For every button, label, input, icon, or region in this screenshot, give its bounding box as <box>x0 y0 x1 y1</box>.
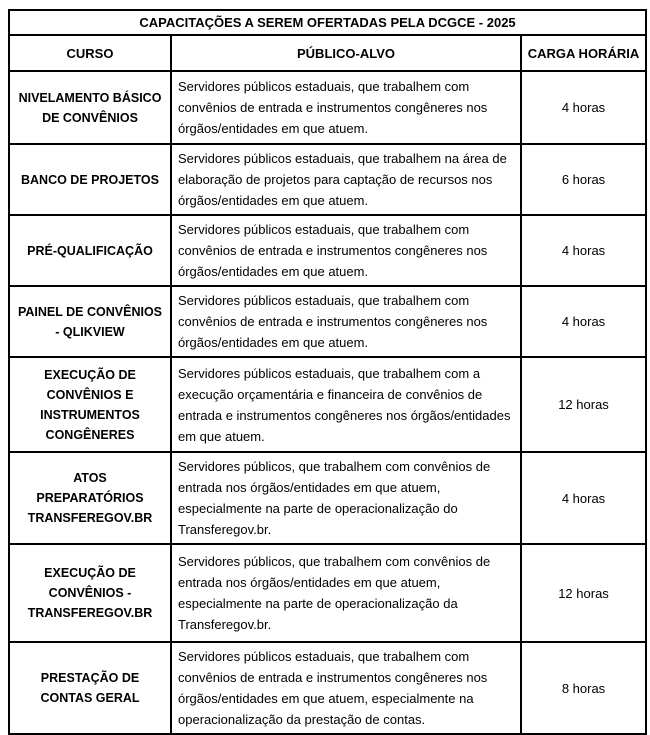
carga-horaria-cell: 12 horas <box>521 357 646 452</box>
publico-alvo-cell: Servidores públicos, que trabalhem com convênios de entrada nos órgãos/entidades em que atuem, especialmente na parte de operacionalização do Transferegov.br. <box>171 452 521 544</box>
carga-horaria-cell: 12 horas <box>521 544 646 642</box>
curso-cell: BANCO DE PROJETOS <box>9 144 171 215</box>
table-row <box>9 642 646 734</box>
carga-horaria-cell: 4 horas <box>521 286 646 357</box>
curso-cell: PAINEL DE CONVÊNIOS - QLIKVIEW <box>9 286 171 357</box>
table-row <box>9 71 646 144</box>
table-row <box>9 286 646 357</box>
table-title-row <box>9 10 646 35</box>
carga-horaria-cell: 6 horas <box>521 144 646 215</box>
publico-alvo-cell: Servidores públicos estaduais, que trabalhem na área de elaboração de projetos para captação de recursos nos órgãos/entidades em que atuem. <box>171 144 521 215</box>
publico-alvo-cell: Servidores públicos estaduais, que trabalhem com convênios de entrada e instrumentos congêneres nos órgãos/entidades em que atuem. <box>171 215 521 286</box>
table-row <box>9 544 646 642</box>
table-row <box>9 452 646 544</box>
column-header-publico-alvo: PÚBLICO-ALVO <box>171 35 521 71</box>
carga-horaria-cell: 4 horas <box>521 215 646 286</box>
table-row <box>9 357 646 452</box>
table-row <box>9 144 646 215</box>
curso-cell: EXECUÇÃO DE CONVÊNIOS - TRANSFEREGOV.BR <box>9 544 171 642</box>
curso-cell: ATOS PREPARATÓRIOS TRANSFEREGOV.BR <box>9 452 171 544</box>
table-title: CAPACITAÇÕES A SEREM OFERTADAS PELA DCGCE - 2025 <box>9 10 646 35</box>
table-header-row <box>9 35 646 71</box>
publico-alvo-cell: Servidores públicos estaduais, que trabalhem com convênios de entrada e instrumentos congêneres nos órgãos/entidades em que atuem. <box>171 286 521 357</box>
curso-cell: PRESTAÇÃO DE CONTAS GERAL <box>9 642 171 734</box>
capacitacoes-table <box>8 9 647 735</box>
publico-alvo-cell: Servidores públicos, que trabalhem com convênios de entrada nos órgãos/entidades em que atuem, especialmente na parte de operacionalização da Transferegov.br. <box>171 544 521 642</box>
publico-alvo-cell: Servidores públicos estaduais, que trabalhem com convênios de entrada e instrumentos congêneres nos órgãos/entidades em que atuem. <box>171 71 521 144</box>
curso-cell: EXECUÇÃO DE CONVÊNIOS E INSTRUMENTOS CONGÊNERES <box>9 357 171 452</box>
curso-cell: NIVELAMENTO BÁSICO DE CONVÊNIOS <box>9 71 171 144</box>
table-row <box>9 215 646 286</box>
carga-horaria-cell: 4 horas <box>521 452 646 544</box>
curso-cell: PRÉ-QUALIFICAÇÃO <box>9 215 171 286</box>
carga-horaria-cell: 8 horas <box>521 642 646 734</box>
publico-alvo-cell: Servidores públicos estaduais, que trabalhem com a execução orçamentária e financeira de convênios de entrada e instrumentos congêneres nos órgãos/entidades em que atuem. <box>171 357 521 452</box>
publico-alvo-cell: Servidores públicos estaduais, que trabalhem com convênios de entrada e instrumentos congêneres nos órgãos/entidades em que atuem, especialmente na operacionalização da prestação de contas. <box>171 642 521 734</box>
carga-horaria-cell: 4 horas <box>521 71 646 144</box>
column-header-carga-horaria: CARGA HORÁRIA <box>521 35 646 71</box>
column-header-curso: CURSO <box>9 35 171 71</box>
